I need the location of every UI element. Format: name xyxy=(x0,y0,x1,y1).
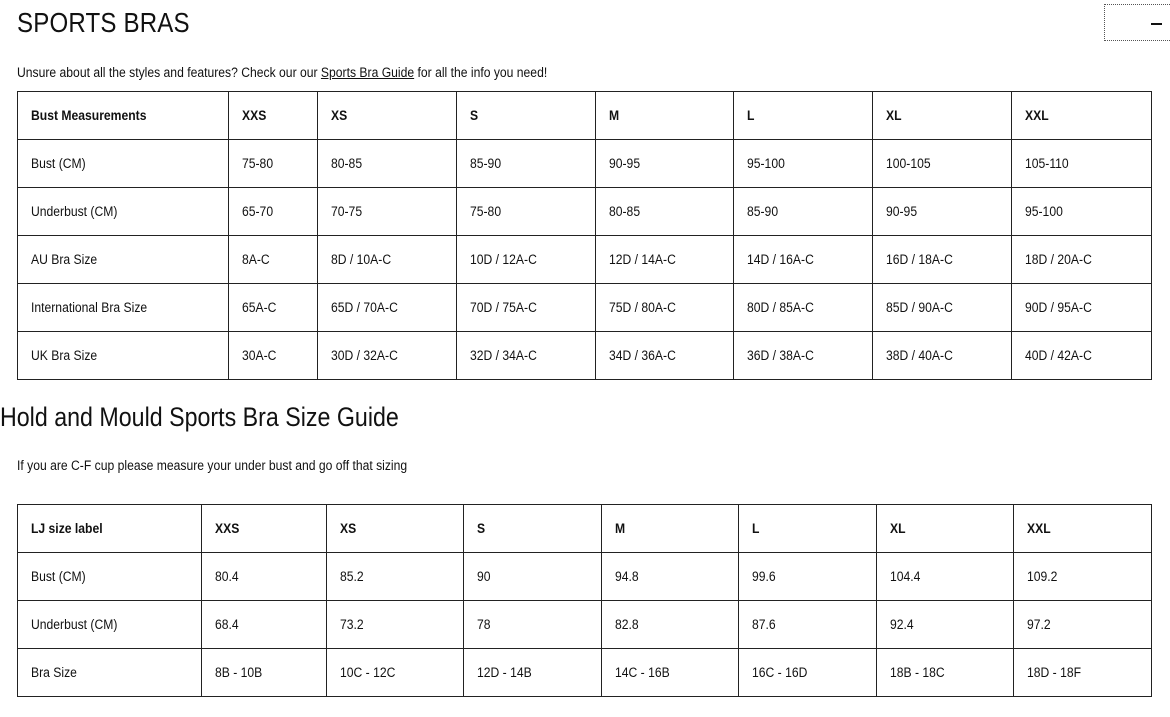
mould-table-header-cell xyxy=(327,505,464,553)
size-table-cell-value: 95-100 xyxy=(1025,204,1063,219)
size-table-cell-value: 36D / 38A-C xyxy=(747,348,814,363)
mould-table-cell xyxy=(877,601,1014,649)
mould-table-cell xyxy=(202,601,327,649)
size-table-header-label: Bust Measurements xyxy=(31,108,147,123)
size-table-cell-value: 40D / 42A-C xyxy=(1025,348,1092,363)
size-table-cell xyxy=(1012,140,1152,188)
size-table-cell-value: 30D / 32A-C xyxy=(331,348,398,363)
size-table-header-cell xyxy=(734,92,873,140)
hold-and-mould-size-table xyxy=(17,504,1152,697)
mould-table-cell xyxy=(327,553,464,601)
mould-table-cell-value: 97.2 xyxy=(1027,617,1051,632)
collapse-button[interactable] xyxy=(1104,4,1170,41)
size-table-cell xyxy=(457,284,596,332)
size-table-cell xyxy=(734,236,873,284)
mould-table-cell xyxy=(464,649,602,697)
intro-text-before: Unsure about all the styles and features? Check our our xyxy=(17,65,321,80)
size-table-row xyxy=(18,284,1152,332)
size-table-cell xyxy=(318,284,457,332)
mould-table-header-cell xyxy=(602,505,739,553)
mould-table-header-label: M xyxy=(615,521,626,536)
sizing-note: If you are C-F cup please measure your under bust and go off that sizing xyxy=(17,458,408,473)
size-table-cell-value: 100-105 xyxy=(886,156,931,171)
intro-text-after: for all the info you need! xyxy=(414,65,548,80)
size-table-header-label: M xyxy=(609,108,620,123)
size-table-cell xyxy=(229,188,318,236)
size-table-cell-value: 75-80 xyxy=(470,204,502,219)
size-table-cell xyxy=(873,284,1012,332)
size-table-cell xyxy=(229,284,318,332)
size-table-cell-value: 90-95 xyxy=(886,204,918,219)
size-table-cell-value: 85-90 xyxy=(470,156,502,171)
size-table-cell-value: 75-80 xyxy=(242,156,274,171)
mould-table-cell xyxy=(327,649,464,697)
size-table-cell xyxy=(596,140,734,188)
size-table-header-cell xyxy=(596,92,734,140)
size-table-cell xyxy=(596,236,734,284)
mould-table-cell xyxy=(1014,649,1152,697)
size-table-cell-value: 65A-C xyxy=(242,300,277,315)
mould-table-header-cell xyxy=(18,505,202,553)
size-table-cell-value: 80-85 xyxy=(331,156,363,171)
size-table-cell xyxy=(596,188,734,236)
sports-bra-guide-link[interactable]: Sports Bra Guide xyxy=(320,65,415,80)
mould-table-cell-value: 90 xyxy=(477,569,491,584)
size-table-header-label: XXL xyxy=(1025,108,1049,123)
size-table-row-label xyxy=(18,236,229,284)
mould-table-cell xyxy=(602,649,739,697)
size-table-cell xyxy=(734,140,873,188)
section-title-hold-and-mould: Hold and Mould Sports Bra Size Guide xyxy=(0,402,399,432)
mould-table-header-row xyxy=(18,505,1152,553)
mould-table-row-label-text: Bra Size xyxy=(31,665,77,680)
size-table-cell-value: 95-100 xyxy=(747,156,785,171)
size-table-cell-value: 14D / 16A-C xyxy=(747,252,814,267)
size-table-cell-value: 80-85 xyxy=(609,204,641,219)
size-table-cell xyxy=(734,284,873,332)
mould-table-header-label: XXS xyxy=(215,521,240,536)
size-table-cell xyxy=(873,188,1012,236)
mould-table-cell xyxy=(1014,553,1152,601)
size-table-cell xyxy=(1012,188,1152,236)
size-table-cell-value: 105-110 xyxy=(1025,156,1069,171)
size-table-header-label: L xyxy=(747,108,755,123)
mould-table-cell xyxy=(602,553,739,601)
mould-table-header-cell xyxy=(202,505,327,553)
mould-table-cell xyxy=(202,649,327,697)
size-table-row-label xyxy=(18,332,229,380)
mould-table-row xyxy=(18,601,1152,649)
mould-table-header-label: XS xyxy=(340,521,357,536)
mould-table-cell-value: 82.8 xyxy=(615,617,639,632)
size-table-cell-value: 34D / 36A-C xyxy=(609,348,676,363)
size-table-row-label xyxy=(18,188,229,236)
size-table-cell xyxy=(457,188,596,236)
mould-table-header-label: XXL xyxy=(1027,521,1051,536)
size-table-cell xyxy=(734,332,873,380)
size-table-cell xyxy=(1012,332,1152,380)
minus-icon xyxy=(1151,23,1162,25)
mould-table-cell xyxy=(464,601,602,649)
mould-table-cell xyxy=(739,649,877,697)
mould-table-cell xyxy=(877,649,1014,697)
size-table-header-cell xyxy=(318,92,457,140)
sports-bra-size-table xyxy=(17,91,1152,380)
mould-table-header-cell xyxy=(1014,505,1152,553)
size-table-cell-value: 70-75 xyxy=(331,204,363,219)
mould-table-row-label-text: Bust (CM) xyxy=(31,569,86,584)
size-table-cell xyxy=(596,284,734,332)
size-table-cell-value: 18D / 20A-C xyxy=(1025,252,1092,267)
size-table-cell-value: 90-95 xyxy=(609,156,641,171)
mould-table-row-label-text: Underbust (CM) xyxy=(31,617,118,632)
size-table-row-label-text: UK Bra Size xyxy=(31,348,98,363)
mould-table-header-cell xyxy=(739,505,877,553)
mould-table-row-label xyxy=(18,553,202,601)
size-table-header-cell xyxy=(1012,92,1152,140)
size-table-cell xyxy=(873,236,1012,284)
size-table-header-cell xyxy=(457,92,596,140)
mould-table-cell-value: 80.4 xyxy=(215,569,239,584)
mould-table-cell-value: 12D - 14B xyxy=(477,665,532,680)
size-table-cell xyxy=(457,236,596,284)
size-table-cell xyxy=(1012,236,1152,284)
size-table-cell-value: 65D / 70A-C xyxy=(331,300,398,315)
size-table-cell xyxy=(318,236,457,284)
mould-table-cell-value: 18B - 18C xyxy=(890,665,945,680)
mould-table-cell-value: 104.4 xyxy=(890,569,921,584)
intro-text xyxy=(17,64,547,82)
size-table-row-label-text: AU Bra Size xyxy=(31,252,98,267)
size-table-cell-value: 30A-C xyxy=(242,348,277,363)
size-table-cell xyxy=(318,332,457,380)
mould-table-cell-value: 78 xyxy=(477,617,491,632)
mould-table-cell-value: 18D - 18F xyxy=(1027,665,1082,680)
size-table-cell-value: 85-90 xyxy=(747,204,779,219)
mould-table-cell-value: 16C - 16D xyxy=(752,665,808,680)
size-table-header-cell xyxy=(229,92,318,140)
mould-table-cell xyxy=(464,553,602,601)
size-table-row-label-text: International Bra Size xyxy=(31,300,148,315)
size-table-cell-value: 85D / 90A-C xyxy=(886,300,953,315)
size-table-cell-value: 70D / 75A-C xyxy=(470,300,537,315)
size-table-cell-value: 80D / 85A-C xyxy=(747,300,814,315)
size-table-row xyxy=(18,236,1152,284)
size-table-header-row xyxy=(18,92,1152,140)
size-table-cell xyxy=(873,332,1012,380)
mould-table-cell-value: 99.6 xyxy=(752,569,776,584)
size-table-cell-value: 8D / 10A-C xyxy=(331,252,392,267)
size-table-cell xyxy=(229,236,318,284)
mould-table-cell xyxy=(202,553,327,601)
size-table-header-cell xyxy=(18,92,229,140)
mould-table-cell-value: 14C - 16B xyxy=(615,665,670,680)
size-table-row xyxy=(18,140,1152,188)
size-table-cell-value: 75D / 80A-C xyxy=(609,300,676,315)
mould-table-row-label xyxy=(18,601,202,649)
mould-table-header-label: S xyxy=(477,521,486,536)
section-title-sports-bras: SPORTS BRAS xyxy=(17,7,190,38)
mould-table-cell-value: 85.2 xyxy=(340,569,364,584)
size-table-header-label: S xyxy=(470,108,479,123)
mould-table-header-label: L xyxy=(752,521,760,536)
size-table-cell xyxy=(596,332,734,380)
mould-table-cell-value: 10C - 12C xyxy=(340,665,396,680)
mould-table-cell-value: 8B - 10B xyxy=(215,665,263,680)
mould-table-row xyxy=(18,553,1152,601)
mould-table-cell-value: 109.2 xyxy=(1027,569,1058,584)
mould-table-cell xyxy=(877,553,1014,601)
size-table-row xyxy=(18,188,1152,236)
size-table-cell-value: 8A-C xyxy=(242,252,270,267)
mould-table-cell-value: 87.6 xyxy=(752,617,776,632)
size-table-cell xyxy=(1012,284,1152,332)
mould-table-cell xyxy=(739,601,877,649)
size-table-header-label: XL xyxy=(886,108,902,123)
size-table-cell xyxy=(873,140,1012,188)
mould-table-row xyxy=(18,649,1152,697)
mould-table-header-label: LJ size label xyxy=(31,521,103,536)
size-table-row xyxy=(18,332,1152,380)
mould-table-cell-value: 73.2 xyxy=(340,617,364,632)
mould-table-header-label: XL xyxy=(890,521,906,536)
size-table-cell-value: 10D / 12A-C xyxy=(470,252,537,267)
size-table-cell xyxy=(229,332,318,380)
size-table-row-label xyxy=(18,284,229,332)
size-table-cell-value: 16D / 18A-C xyxy=(886,252,953,267)
mould-table-cell xyxy=(1014,601,1152,649)
mould-table-cell-value: 94.8 xyxy=(615,569,639,584)
mould-table-cell xyxy=(327,601,464,649)
mould-table-cell-value: 92.4 xyxy=(890,617,914,632)
mould-table-header-cell xyxy=(464,505,602,553)
size-table-cell-value: 65-70 xyxy=(242,204,274,219)
size-table-cell-value: 12D / 14A-C xyxy=(609,252,676,267)
size-table-cell xyxy=(457,332,596,380)
mould-table-cell xyxy=(739,553,877,601)
size-table-header-cell xyxy=(873,92,1012,140)
mould-table-header-cell xyxy=(877,505,1014,553)
mould-table-cell xyxy=(602,601,739,649)
mould-table-cell-value: 68.4 xyxy=(215,617,239,632)
size-table-cell xyxy=(229,140,318,188)
size-table-row-label-text: Bust (CM) xyxy=(31,156,86,171)
size-table-row-label-text: Underbust (CM) xyxy=(31,204,118,219)
size-table-cell xyxy=(318,188,457,236)
size-table-cell xyxy=(457,140,596,188)
size-table-cell xyxy=(734,188,873,236)
size-table-cell-value: 38D / 40A-C xyxy=(886,348,953,363)
size-table-header-label: XS xyxy=(331,108,348,123)
size-table-cell xyxy=(318,140,457,188)
size-table-cell-value: 32D / 34A-C xyxy=(470,348,537,363)
mould-table-row-label xyxy=(18,649,202,697)
size-table-cell-value: 90D / 95A-C xyxy=(1025,300,1092,315)
size-table-header-label: XXS xyxy=(242,108,267,123)
size-table-row-label xyxy=(18,140,229,188)
